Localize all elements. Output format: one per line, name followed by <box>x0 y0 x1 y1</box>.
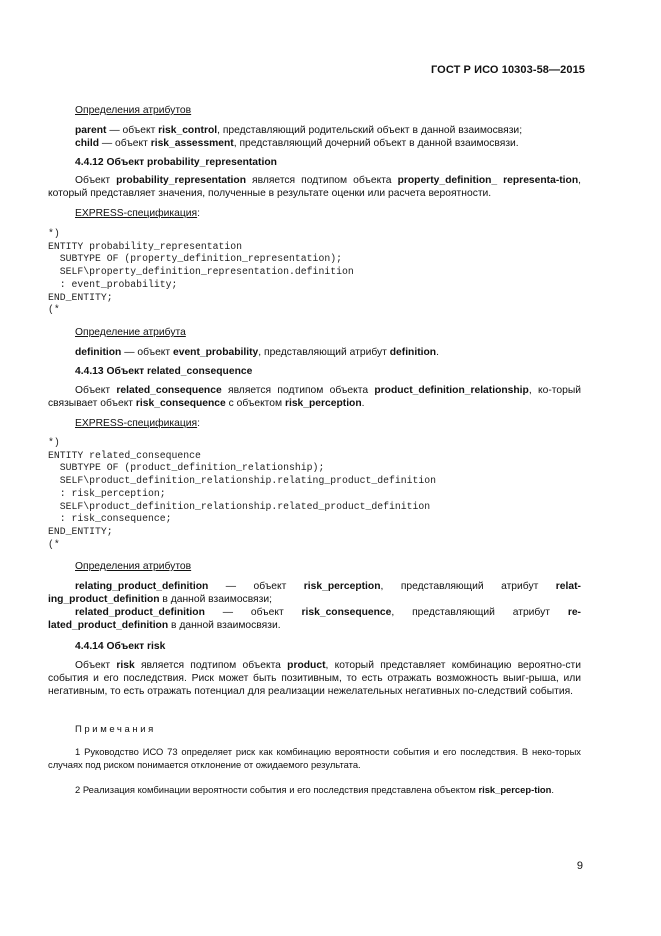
attributes-label-3: Определения атрибутов <box>75 561 192 572</box>
text: . <box>551 784 554 795</box>
entity-name: risk_consequence <box>301 607 392 618</box>
text: : <box>197 208 200 219</box>
paragraph-related-consequence <box>48 384 581 410</box>
document-header: ГОСТ Р ИСО 10303-58—2015 <box>430 64 585 76</box>
express-label: EXPRESS-спецификация <box>75 418 198 429</box>
entity-name: risk_assessment <box>150 138 234 149</box>
text: — объект <box>121 347 173 358</box>
text: в данной взаимосвязи. <box>168 620 281 631</box>
text: , представляющий дочерний объект в данной взаимосвязи. <box>233 138 519 149</box>
page-number: 9 <box>576 860 583 872</box>
text: . <box>361 398 365 409</box>
text: , представляющий атрибут <box>258 347 390 358</box>
express-spec-label-2 <box>75 417 200 430</box>
entity-name: event_probability <box>173 347 259 358</box>
text: — объект <box>106 125 159 136</box>
entity-name: risk_percep-tion <box>478 784 552 795</box>
attr-name: parent <box>75 125 107 136</box>
attr-name: related_product_definition <box>75 607 205 618</box>
section-heading-4-4-14: 4.4.14 Объект risk <box>75 641 166 652</box>
text: 2 Реализация комбинации вероятности события и его последствия представлена объектом <box>75 784 479 795</box>
attr-name: re-lated_product_definition <box>48 607 581 631</box>
attr-relating-product-definition <box>48 580 581 606</box>
text: — объект <box>99 138 151 149</box>
note-2 <box>48 784 581 797</box>
entity-name: risk_perception <box>284 398 362 409</box>
entity-name: risk_perception <box>303 581 381 592</box>
text: Объект <box>75 175 117 186</box>
text: : <box>197 418 200 429</box>
text: , ко-торый связывает объект <box>48 385 581 409</box>
text: с объектом <box>225 398 285 409</box>
text: , который представляет значения, полученные в результате оценки или расчета вероятности. <box>48 175 581 199</box>
entity-name: property_definition_ representa-tion <box>397 175 579 186</box>
attr-name: definition <box>75 347 122 358</box>
text: . <box>436 347 439 358</box>
entity-name: probability_representation <box>116 175 246 186</box>
entity-name: risk_consequence <box>135 398 226 409</box>
text: , представляющий атрибут <box>380 581 556 592</box>
text: является подтипом объекта <box>134 660 288 671</box>
text: Объект <box>75 385 117 396</box>
text: , представляющий родительский объект в данной взаимосвязи; <box>217 125 523 136</box>
attr-name: definition <box>389 347 437 358</box>
entity-name: product_definition_relationship <box>374 385 529 396</box>
attributes-label-1: Определения атрибутов <box>75 105 192 116</box>
section-heading-4-4-12: 4.4.12 Объект probability_representation <box>75 157 277 168</box>
note-1: 1 Руководство ИСО 73 определяет риск как комбинацию вероятности события и его последствия. В неко-торых случаях под риском понимается отклонение от ожидаемого результата. <box>48 746 581 770</box>
express-spec-label-1 <box>75 207 200 220</box>
entity-name: related_consequence <box>116 385 222 396</box>
entity-name: risk <box>116 660 135 671</box>
notes-title: Примечания <box>75 724 156 735</box>
text: , представляющий атрибут <box>391 607 568 618</box>
attr-name: relating_product_definition <box>75 581 209 592</box>
express-label: EXPRESS-спецификация <box>75 208 198 219</box>
express-code-probability-representation: *) ENTITY probability_representation SUBTYPE OF (property_definition_representation); SELF\property_definition_representation.definition : event_probability; END_ENTITY; (* <box>48 228 354 316</box>
text: , который представляет комбинацию вероятно-сти события и его последствия. Риск может быть позитивным, то есть отражать возможность выиг-рыша, или негативным, то есть отражать потенциал для реализации нежелательных негативных по-следствий события. <box>48 660 581 697</box>
attr-definition <box>75 346 585 359</box>
section-heading-4-4-13: 4.4.13 Объект related_consequence <box>75 366 253 377</box>
paragraph-risk <box>48 659 581 698</box>
attr-related-product-definition <box>48 606 581 632</box>
attr-child <box>75 137 585 150</box>
attribute-label-2: Определение атрибута <box>75 327 186 338</box>
text: в данной взаимосвязи; <box>159 594 272 605</box>
paragraph-probability-representation <box>48 174 581 200</box>
text: Объект <box>75 660 117 671</box>
attr-name: relat-ing_product_definition <box>48 581 581 605</box>
entity-name: risk_control <box>158 125 218 136</box>
attr-name: child <box>75 138 100 149</box>
attr-parent <box>75 124 585 137</box>
text: — объект <box>204 607 302 618</box>
express-code-related-consequence: *) ENTITY related_consequence SUBTYPE OF (product_definition_relationship); SELF\product_definition_relationship.relating_product_definition : risk_perception; SELF\product_definition_relationship.related_product_definition : risk_consequence; END_ENTITY; (* <box>48 437 437 550</box>
text: является подтипом объекта <box>221 385 375 396</box>
text: является подтипом объекта <box>246 175 398 186</box>
text: — объект <box>208 581 304 592</box>
entity-name: product <box>287 660 326 671</box>
